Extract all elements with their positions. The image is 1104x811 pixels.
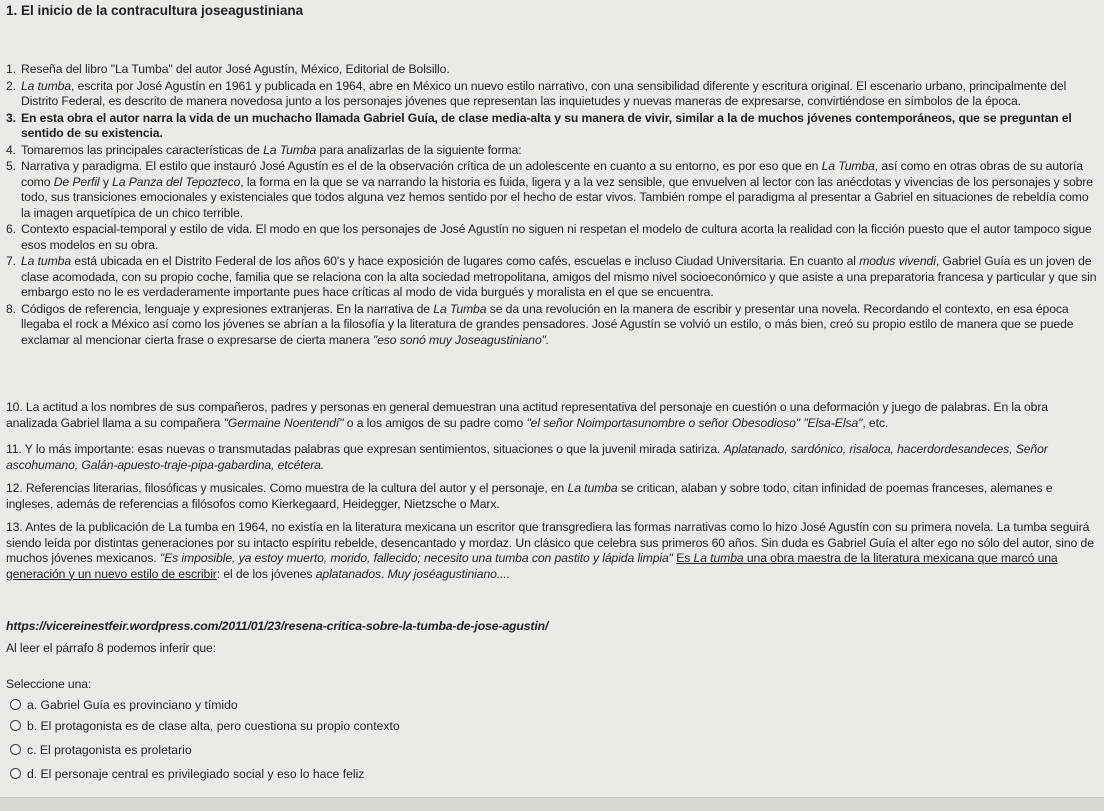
option-a[interactable]	[10, 696, 238, 714]
select-label: Seleccione una:	[6, 677, 92, 691]
item-text	[21, 62, 450, 76]
text-run: se da una revolución en la manera de escribir y presentar una novela. Recordando el contexto, en esa época llegaba el rock a México así como los jóvenes se abrían a la filosofía y la literatura de grandes pensadores. José Agustín se volvió un estilo, o más bien, creó su propio estilo de manera que se puede exclamar al mencionar cierta frase o expresarse de cierta manera	[21, 301, 1074, 347]
page-title: 1. El inicio de la contracultura joseagustiniana	[6, 3, 304, 18]
text-run: Reseña del libro "La Tumba" del autor José Agustín, México, Editorial de Bolsillo.	[21, 62, 450, 76]
text-run: La Tumba	[821, 159, 875, 173]
paragraph-11	[6, 442, 1098, 473]
text-run: Códigos de referencia, lenguaje y expresiones extranjeras. En la narrativa de	[21, 301, 434, 316]
paragraph-13	[6, 520, 1098, 582]
text-run: La tumba	[693, 551, 744, 565]
option-label: c. El protagonista es proletario	[27, 743, 192, 757]
text-run: La tumba	[21, 78, 72, 93]
text-run: aplatanados	[315, 566, 382, 581]
text-run: En esta obra el autor narra la vida de un muchacho llamada Gabriel Guía, de clase media-alta y su manera de vivir, similar a la de muchos jóvenes contemporáneos, que se preguntan el sentido de su existencia.	[21, 110, 1072, 140]
text-run: o a los amigos de su padre como	[343, 415, 527, 430]
text-run: De Perfil	[53, 174, 100, 189]
text-run: 13. Antes de la publicación de La tumba en 1964, no existía en la literatura mexicana un escritor que transgrediera las formas narrativas como lo hizo José Agustín con su primera novela. La tumba seguirá siendo leída por distintas generaciones por su intacto espíritu rebelde, desencantado y mordaz. Un clásico que celebra sus primeros 60 años. Sin duda es Gabriel Guía el alter ego no sólo del autor, sino de muchos jóvenes mexicanos.	[6, 520, 1094, 565]
list-item	[6, 143, 1098, 159]
option-c[interactable]	[10, 741, 192, 759]
text-run: Contexto espacial-temporal y estilo de vida. El modo en que los personajes de José Agustín no siguen ni respetan el modelo de cultura acorta la realidad con la ficción puesto que el autor tampoco sigue esos modelos en su obra.	[21, 222, 1092, 252]
text-run: "Germaine Noentendí"	[223, 415, 344, 430]
text-run: Tomaremos las principales características de	[21, 142, 264, 157]
text-run: , Gabriel Guía es un joven de clase acomodada, con su propio coche, familia que se relaciona con la alta sociedad metropolitana, amigos del mismo nivel socioeconómico y que asiste a una preparatoria francesa y particular y que sin embargo esto no le es verdaderamente importante pues hace críticas al modo de vida burgués y moralista en el que se encuentra.	[21, 254, 1097, 299]
text-run: una obra maestra de la literatura mexicana que marcó una generación y un nuevo estilo de escribir	[6, 551, 1058, 581]
text-run: La Tumba	[433, 301, 487, 316]
radio-button[interactable]	[10, 768, 21, 779]
radio-button[interactable]	[10, 699, 21, 710]
item-number: 4.	[6, 142, 16, 157]
item-text	[21, 143, 522, 157]
item-text	[21, 222, 1092, 252]
option-b[interactable]	[10, 717, 400, 735]
text-run: "Es imposible, ya estoy muerto, morido, fallecido; necesito una tumba con pastito y lápida limpia"	[159, 551, 673, 565]
text-run: 11. Y lo más importante: esas nuevas o transmutadas palabras que expresan sentimientos, situaciones o que la juvenil mirada satiriza.	[6, 442, 724, 456]
text-run: y	[99, 174, 113, 189]
item-number: 3.	[6, 110, 16, 125]
text-run: Muy joséagustiniano....	[387, 566, 510, 581]
text-run: "el señor Noimportasunombre o señor Obesodioso" "Elsa-Elsa"	[526, 415, 863, 430]
item-number: 8.	[6, 301, 16, 316]
list-item	[6, 222, 1098, 253]
text-run: para analizarlas de la siguiente forma:	[316, 142, 522, 157]
item-number: 2.	[6, 78, 16, 93]
text-run: , etc.	[862, 415, 889, 430]
option-label: a. Gabriel Guía es provinciano y tímido	[27, 698, 238, 712]
text-run: se critican, alaban y sobre todo, citan infinidad de poemas franceses, alemanes e ingleses, además de referencias a filósofos como Kierkegaard, Heidegger, Nietzsche o Marx.	[6, 481, 1053, 511]
item-text	[21, 111, 1072, 141]
text-run: La Tumba	[263, 142, 317, 157]
text-run: , así como en otras obras de su autoría como	[21, 159, 1083, 189]
item-number: 6.	[6, 222, 16, 236]
text-run: está ubicada en el Distrito Federal de los años 60's y hace exposición de lugares como cafés, escuelas e incluso Ciudad Universitaria. En cuanto al	[71, 254, 860, 268]
numbered-list	[6, 62, 1098, 349]
text-run: Narrativa y paradigma. El estilo que instauró José Agustín es el de la observación crítica de un adolescente en cuanto a su entorno, es por eso que en	[21, 159, 822, 173]
paragraph-10	[6, 400, 1098, 431]
text-run: La Panza del Tepozteco	[112, 174, 241, 189]
text-run: La tumba	[567, 481, 618, 495]
radio-button[interactable]	[10, 744, 21, 755]
radio-button[interactable]	[10, 720, 21, 731]
item-number: 5.	[6, 159, 16, 173]
text-run: 12. Referencias literarias, filosóficas y musicales. Como muestra de la cultura del autor y el personaje, en	[6, 481, 568, 495]
item-text	[21, 254, 1096, 299]
option-label: b. El protagonista es de clase alta, pero cuestiona su propio contexto	[27, 719, 400, 733]
bottom-bar	[0, 797, 1104, 811]
list-item	[6, 254, 1098, 301]
list-item	[6, 302, 1098, 349]
text-run: Aplatanado, sardónico, risaloca, hacerdordesandeces, Señor ascohumano, Galán-apuesto-traje-pipa-gabardina, etcétera.	[6, 442, 1048, 472]
item-text	[21, 159, 1093, 220]
list-item	[6, 79, 1098, 110]
text-run: , escrita por José Agustín en 1961 y publicada en 1964, abre en México un nuevo estilo narrativo, con una sensibilidad diferente y escritura original. El escenario urbano, principalmente del Distrito Federal, es descrito de manera novedosa junto a los personajes jóvenes que representan las inquietudes y nuevas maneras de expresarse, convirtiéndose en símbolos de la época.	[21, 78, 1067, 108]
paragraph-12	[6, 481, 1098, 512]
list-item	[6, 159, 1098, 221]
item-text	[21, 302, 1073, 347]
text-run: .	[381, 566, 388, 581]
item-text	[21, 79, 1066, 109]
text-run: Es	[676, 551, 694, 565]
list-item	[6, 62, 1098, 78]
text-run: La tumba	[21, 254, 72, 268]
text-run: "eso sonó muy Joseagustiniano".	[372, 332, 550, 347]
text-run: : el de los jóvenes	[216, 566, 316, 581]
source-url: https://vicereinestfeir.wordpress.com/2011/01/23/resena-critica-sobre-la-tumba-de-jose-agustin/	[6, 619, 549, 633]
item-number: 7.	[6, 254, 16, 268]
option-label: d. El personaje central es privilegiado social y eso lo hace feliz	[27, 767, 365, 781]
option-d[interactable]	[10, 765, 364, 783]
text-run: modus vivendi	[859, 254, 936, 268]
item-number: 1.	[6, 62, 16, 76]
text-run: , la forma en la que se va narrando la historia es fuida, ligera y a la vez sensible, que envuelven al lector con las anécdotas y vivencias de los personajes y sobre todo, sus transiciones emocionales y existenciales que todos alguna vez hemos sentido por el hecho de estar vivos. También rompe el paradigma al presentar a Gabriel en situaciones de rebeldía como la imagen arquetípica de un chico terrible.	[21, 174, 1093, 220]
question-text: Al leer el párrafo 8 podemos inferir que:	[6, 641, 216, 655]
list-item	[6, 111, 1098, 142]
text-run: 10. La actitud a los nombres de sus compañeros, padres y personas en general demuestran una actitud representativa del personaje en cuestión o una deformación y juego de palabras. En la obra analizada Gabriel llama a su compañera	[6, 400, 1048, 430]
